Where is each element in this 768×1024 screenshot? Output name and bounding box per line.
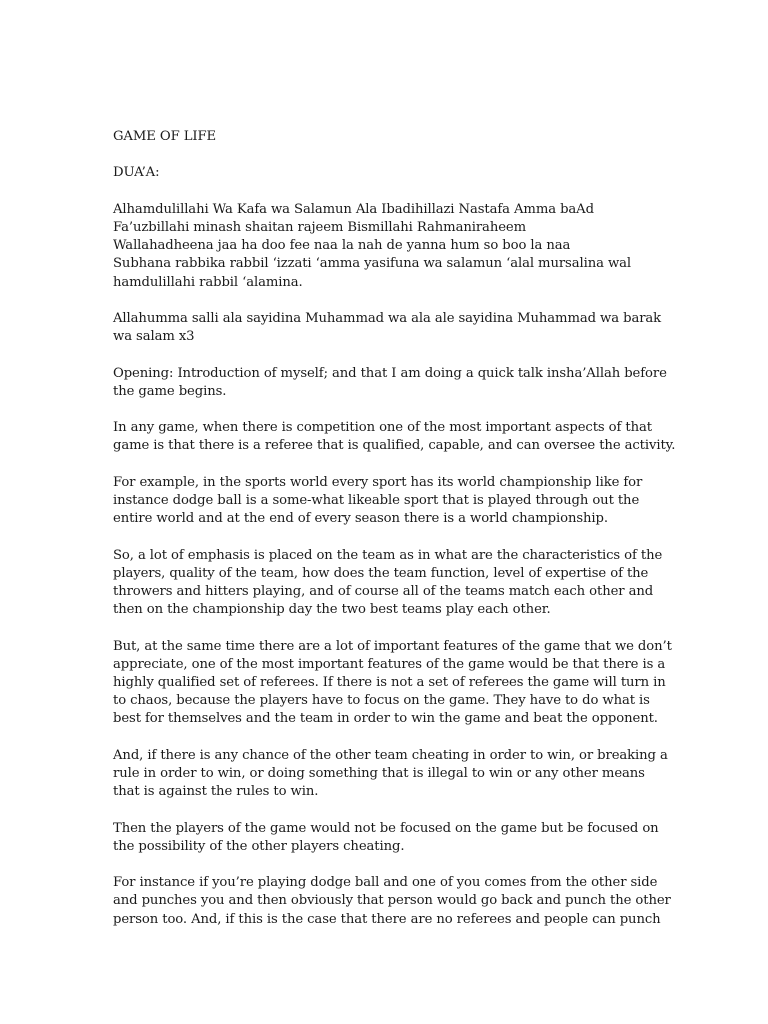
paragraph-focus (113, 820, 659, 856)
paragraph-line: rule in order to win, or doing something that is illegal to win or any other means (113, 765, 645, 781)
paragraph-features (113, 638, 672, 729)
paragraph-referee (113, 419, 676, 455)
paragraph-line: then on the championship day the two best teams play each other. (113, 602, 551, 618)
paragraph-cheating (113, 747, 668, 802)
salawat-block (113, 310, 662, 346)
dua-line: Fa’uzbillahi minash shaitan rajeem Bismillahi Rahmaniraheem (113, 219, 527, 235)
dua-block (113, 201, 653, 292)
paragraph-line: players, quality of the team, how does the team function, level of expertise of the (113, 565, 649, 581)
salawat-line: Allahumma salli ala sayidina Muhammad wa ala ale sayidina Muhammad wa barak (113, 310, 662, 326)
paragraph-emphasis (113, 547, 663, 620)
paragraph-line: instance dodge ball is a some-what likeable sport that is played through out the (113, 492, 640, 508)
paragraph-line: to chaos, because the players have to focus on the game. They have to do what is (113, 693, 650, 709)
paragraph-line: entire world and at the end of every season there is a world championship. (113, 511, 608, 527)
paragraph-line: But, at the same time there are a lot of important features of the game that we don’t (113, 638, 672, 654)
paragraph-line: Then the players of the game would not be focused on the game but be focused on (113, 820, 659, 836)
paragraph-line: In any game, when there is competition one of the most important aspects of that (113, 420, 652, 436)
paragraph-opening (113, 365, 667, 401)
paragraph-line: that is against the rules to win. (113, 784, 319, 800)
dua-line: Alhamdulillahi Wa Kafa wa Salamun Ala Ibadihillazi Nastafa Amma baAd (113, 201, 594, 217)
paragraph-instance (113, 874, 671, 929)
paragraph-line: For example, in the sports world every sport has its world championship like for (113, 474, 643, 490)
dua-heading: DUA’A: (113, 165, 160, 181)
paragraph-line: the possibility of the other players cheating. (113, 838, 405, 854)
document-title: GAME OF LIFE (113, 129, 217, 144)
paragraph-line: and punches you and then obviously that person would go back and punch the other (113, 893, 671, 909)
paragraph-line: throwers and hitters playing, and of course all of the teams match each other and (113, 583, 654, 599)
dua-line: Wallahadheena jaa ha doo fee naa la nah de yanna hum so boo la naa (113, 238, 571, 254)
paragraph-line: best for themselves and the team in order to win the game and beat the opponent. (113, 711, 658, 727)
paragraph-example (113, 474, 653, 529)
dua-line: Subhana rabbika rabbil ‘izzati ‘amma yasifuna wa salamun ‘alal mursalina wal (113, 256, 632, 272)
dua-line: hamdulillahi rabbil ‘alamina. (113, 274, 303, 290)
paragraph-line: So, a lot of emphasis is placed on the team as in what are the characteristics of the (113, 547, 663, 563)
paragraph-line: And, if there is any chance of the other team cheating in order to win, or breaking a (113, 747, 668, 763)
document-page (113, 128, 676, 947)
paragraph-line: appreciate, one of the most important features of the game would be that there is a (113, 656, 666, 672)
paragraph-line: the game begins. (113, 383, 227, 399)
salawat-line: wa salam x3 (113, 329, 195, 345)
paragraph-line: Opening: Introduction of myself; and that I am doing a quick talk insha’Allah before (113, 365, 667, 381)
paragraph-line: person too. And, if this is the case that there are no referees and people can punch (113, 911, 661, 927)
paragraph-line: For instance if you’re playing dodge ball and one of you comes from the other side (113, 875, 658, 891)
paragraph-line: highly qualified set of referees. If there is not a set of referees the game will turn in (113, 674, 666, 690)
paragraph-line: game is that there is a referee that is qualified, capable, and can oversee the activity. (113, 438, 676, 454)
